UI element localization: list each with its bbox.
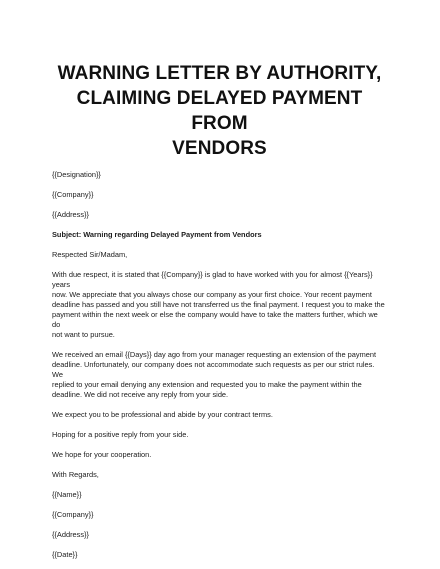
closing: With Regards,: [52, 470, 99, 479]
recipient-designation: {{Designation}}: [52, 170, 101, 179]
letter-subject: Subject: Warning regarding Delayed Payment from Vendors: [52, 230, 262, 239]
sender-address: {{Address}}: [52, 530, 89, 539]
sender-date: {{Date}}: [52, 550, 78, 559]
title-line-2: CLAIMING DELAYED PAYMENT FROM: [76, 88, 363, 134]
paragraph-2-line: deadline. Unfortunately, our company does not accommodate such requests as per our strict rules. We: [52, 360, 375, 379]
paragraph-1-line: not want to pursue.: [52, 330, 115, 339]
paragraph-1: [52, 270, 387, 340]
paragraph-2-line: replied to your email denying any extension and requested you to make the payment within the: [52, 380, 362, 389]
paragraph-2-line: We received an email {{Days}} day ago from your manager requesting an extension of the payment: [52, 350, 377, 359]
paragraph-1-line: With due respect, it is stated that {{Company}} is glad to have worked with you for almost {{Years}} years: [52, 270, 373, 289]
paragraph-1-line: now. We appreciate that you always chose our company as your first choice. Your recent payment: [52, 290, 372, 299]
salutation: Respected Sir/Madam,: [52, 250, 128, 259]
sender-company: {{Company}}: [52, 510, 94, 519]
paragraph-1-line: payment within the next week or else the company would have to take the matters further, which we do: [52, 310, 378, 329]
recipient-company: {{Company}}: [52, 190, 94, 199]
letter-title: [52, 0, 387, 161]
title-line-3: VENDORS: [172, 138, 267, 159]
paragraph-3: We expect you to be professional and abide by your contract terms.: [52, 410, 273, 419]
paragraph-5: We hope for your cooperation.: [52, 450, 152, 459]
letter-body: [52, 170, 387, 560]
paragraph-2: [52, 350, 387, 400]
sender-name: {{Name}}: [52, 490, 82, 499]
paragraph-4: Hoping for a positive reply from your side.: [52, 430, 189, 439]
recipient-address: {{Address}}: [52, 210, 89, 219]
paragraph-1-line: deadline has passed and you still have not transferred us the final payment. I request you to make the: [52, 300, 385, 309]
paragraph-2-line: deadline. We did not receive any reply from your side.: [52, 390, 229, 399]
title-line-1: WARNING LETTER BY AUTHORITY,: [57, 63, 382, 84]
